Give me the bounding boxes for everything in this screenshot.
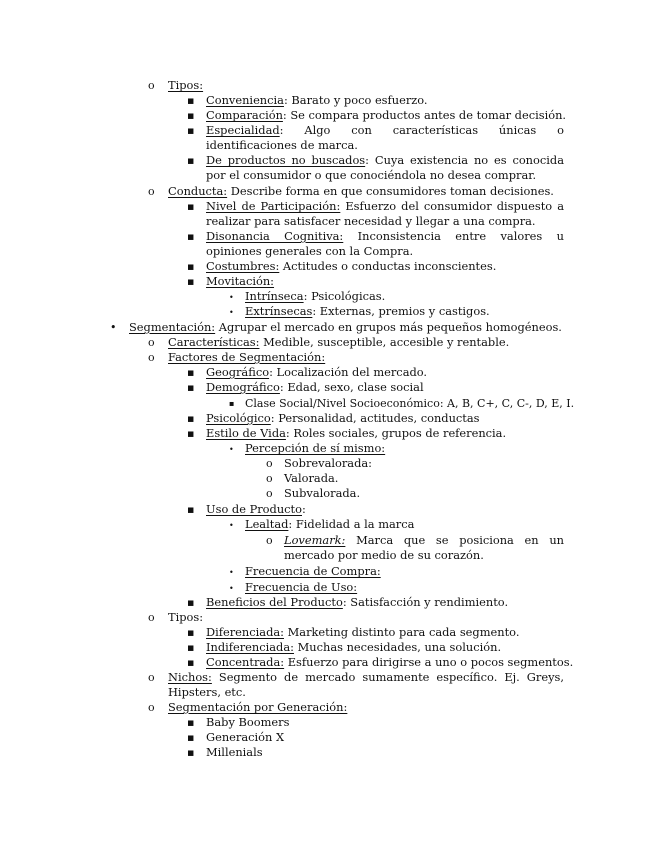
list-item-frecuencia-uso: Frecuencia de Uso: bbox=[245, 580, 358, 594]
list-item-generacion-x: Generación X bbox=[206, 730, 285, 744]
square-bullet-icon: ▪ bbox=[187, 503, 195, 516]
square-bullet-icon: ▪ bbox=[187, 124, 195, 137]
circle-bullet-icon: o bbox=[148, 671, 155, 684]
list-item-subvalorada: Subvalorada. bbox=[284, 486, 361, 500]
list-item-percepcion: Percepción de sí mismo: bbox=[245, 441, 386, 455]
list-item-no-buscados: De productos no buscados: Cuya existencia no es conocida por el consumidor o que conociéndola no desea comprar. bbox=[206, 153, 564, 183]
list-item-costumbres: Costumbres: Actitudes o conductas inconscientes. bbox=[206, 259, 497, 273]
list-item-demografico: Demográfico: Edad, sexo, clase social bbox=[206, 380, 424, 394]
circle-bullet-icon: o bbox=[266, 472, 273, 485]
dot-bullet-icon: • bbox=[229, 521, 234, 530]
list-item-sobrevalorada: Sobrevalorada: bbox=[284, 456, 373, 470]
square-bullet-icon: ▪ bbox=[187, 716, 195, 729]
circle-bullet-icon: o bbox=[148, 611, 155, 624]
square-bullet-icon: ▪ bbox=[187, 154, 195, 167]
circle-bullet-icon: o bbox=[266, 457, 273, 470]
circle-bullet-icon: o bbox=[148, 351, 155, 364]
list-item-estilo-vida: Estilo de Vida: Roles sociales, grupos de referencia. bbox=[206, 426, 507, 440]
list-item-conveniencia: Conveniencia: Barato y poco esfuerzo. bbox=[206, 93, 428, 107]
circle-bullet-icon: o bbox=[148, 79, 155, 92]
list-item-frecuencia-compra: Frecuencia de Compra: bbox=[245, 564, 381, 578]
list-item-disonancia: Disonancia Cognitiva: Inconsistencia entre valores u opiniones generales con la Compra. bbox=[206, 229, 564, 259]
square-bullet-icon: ▪ bbox=[187, 200, 195, 213]
dot-bullet-icon: • bbox=[229, 293, 234, 302]
square-bullet-icon: ▪ bbox=[187, 412, 195, 425]
dot-bullet-icon: • bbox=[229, 568, 234, 577]
list-item-movitacion: Movitación: bbox=[206, 274, 275, 288]
square-bullet-icon: ▪ bbox=[187, 275, 195, 288]
dot-bullet-icon: • bbox=[229, 584, 234, 593]
square-bullet-icon: ▪ bbox=[229, 399, 235, 408]
square-bullet-icon: ▪ bbox=[187, 427, 195, 440]
square-bullet-icon: ▪ bbox=[187, 381, 195, 394]
circle-bullet-icon: o bbox=[266, 534, 273, 547]
list-item-participacion: Nivel de Participación: Esfuerzo del consumidor dispuesto a realizar para satisfacer necesidad y llegar a una compra. bbox=[206, 199, 564, 229]
list-item-concentrada: Concentrada: Esfuerzo para dirigirse a uno o pocos segmentos. bbox=[206, 655, 574, 669]
list-item-diferenciada: Diferenciada: Marketing distinto para cada segmento. bbox=[206, 625, 520, 639]
list-item-lealtad: Lealtad: Fidelidad a la marca bbox=[245, 517, 415, 531]
square-bullet-icon: ▪ bbox=[187, 626, 195, 639]
dot-bullet-icon: • bbox=[229, 308, 234, 317]
list-item-geografico: Geográfico: Localización del mercado. bbox=[206, 365, 428, 379]
square-bullet-icon: ▪ bbox=[187, 366, 195, 379]
list-item-psicologico: Psicológico: Personalidad, actitudes, conductas bbox=[206, 411, 480, 425]
list-item-segmentacion: Segmentación: Agrupar el mercado en grupos más pequeños homogéneos. bbox=[129, 320, 562, 334]
square-bullet-icon: ▪ bbox=[187, 641, 195, 654]
list-item-uso-producto: Uso de Producto: bbox=[206, 502, 306, 516]
list-item-lovemark: Lovemark: Marca que se posiciona en un mercado por medio de su corazón. bbox=[284, 533, 564, 563]
list-item-conducta: Conducta: Describe forma en que consumidores toman decisiones. bbox=[168, 184, 554, 198]
square-bullet-icon: ▪ bbox=[187, 260, 195, 273]
square-bullet-icon: ▪ bbox=[187, 656, 195, 669]
list-item-especialidad: Especialidad: Algo con características únicas o identificaciones de marca. bbox=[206, 123, 564, 153]
list-item-valorada: Valorada. bbox=[284, 471, 339, 485]
list-item-millenials: Millenials bbox=[206, 745, 263, 759]
circle-bullet-icon: o bbox=[266, 487, 273, 500]
circle-bullet-icon: o bbox=[148, 336, 155, 349]
circle-bullet-icon: o bbox=[148, 701, 155, 714]
list-item-por-generacion: Segmentación por Generación: bbox=[168, 700, 348, 714]
list-item-clase-social: Clase Social/Nivel Socioeconómico: A, B, C+, C, C-, D, E, I. bbox=[245, 397, 575, 410]
circle-bullet-icon: o bbox=[148, 185, 155, 198]
list-item-extrinsecas: Extrínsecas: Externas, premios y castigos. bbox=[245, 304, 490, 318]
square-bullet-icon: ▪ bbox=[187, 109, 195, 122]
square-bullet-icon: ▪ bbox=[187, 746, 195, 759]
square-bullet-icon: ▪ bbox=[187, 230, 195, 243]
list-item-nichos: Nichos: Segmento de mercado sumamente específico. Ej. Greys, Hipsters, etc. bbox=[168, 670, 564, 700]
list-item-indiferenciada: Indiferenciada: Muchas necesidades, una solución. bbox=[206, 640, 502, 654]
list-item-intrinseca: Intrínseca: Psicológicas. bbox=[245, 289, 386, 303]
list-item-beneficios: Beneficios del Producto: Satisfacción y rendimiento. bbox=[206, 595, 509, 609]
list-item-caracteristicas: Características: Medible, susceptible, accesible y rentable. bbox=[168, 335, 510, 349]
dot-bullet-icon: • bbox=[229, 445, 234, 454]
dot-bullet-icon: • bbox=[110, 321, 117, 334]
square-bullet-icon: ▪ bbox=[187, 731, 195, 744]
list-item-comparacion: Comparación: Se compara productos antes de tomar decisión. bbox=[206, 108, 567, 122]
list-item-tipos: Tipos: bbox=[168, 78, 204, 92]
square-bullet-icon: ▪ bbox=[187, 94, 195, 107]
list-item-tipos-segmentacion: Tipos: bbox=[168, 610, 204, 624]
square-bullet-icon: ▪ bbox=[187, 596, 195, 609]
list-item-baby-boomers: Baby Boomers bbox=[206, 715, 290, 729]
list-item-factores: Factores de Segmentación: bbox=[168, 350, 326, 364]
